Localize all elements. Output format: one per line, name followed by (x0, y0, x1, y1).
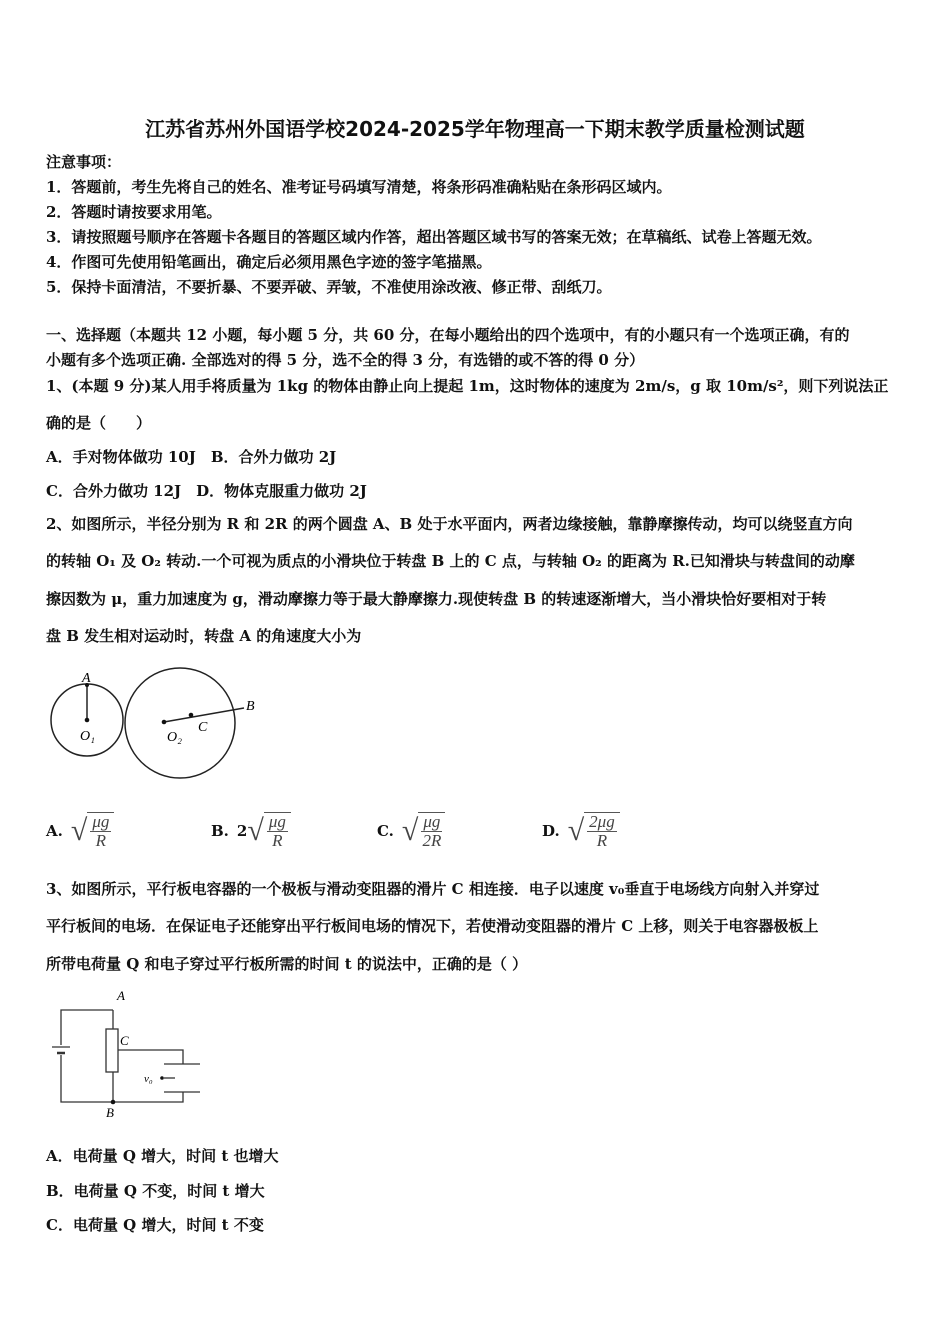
label-b: B (106, 1105, 114, 1120)
label-a: A (117, 988, 125, 1003)
q2-disc-figure (40, 660, 260, 780)
q3-option: C．电荷量 Q 增大，时间 t 不变 (46, 1216, 264, 1234)
label-v0: v₀ (144, 1073, 153, 1085)
page-title: 江苏省苏州外国语学校2024-2025学年物理高一下期末教学质量检测试题 (145, 117, 805, 141)
section-instructions: 一、选择题（本题共 12 小题，每小题 5 分，共 60 分，在每小题给出的四个选项中，有的小题只有一个选项正确，有的 (46, 326, 850, 344)
radical: √ $\frac{\mu g}{R}$ (71, 812, 115, 850)
q1-stem: 1、(本题 9 分)某人用手将质量为 1kg 的物体由静止向上提起 1m，这时物体的速度为 2m/s，g 取 10m/s²，则下列说法正 (46, 377, 889, 395)
q3-circuit-figure (40, 980, 240, 1120)
q2-stem: 的转轴 O₁ 及 O₂ 转动.一个可视为质点的小滑块位于转盘 B 上的 C 点，与转轴 O₂ 的距离为 R.已知滑块与转盘间的动摩 (46, 552, 855, 570)
section-instructions: 小题有多个选项正确. 全部选对的得 5 分，选不全的得 3 分，有选错的或不答的得 0 分） (46, 351, 645, 369)
q3-option: A．电荷量 Q 增大，时间 t 也增大 (46, 1147, 279, 1165)
q3-stem: 3、如图所示，平行板电容器的一个极板与滑动变阻器的滑片 C 相连接．电子以速度 v₀垂直于电场线方向射入并穿过 (46, 880, 820, 898)
label-b: B (246, 699, 255, 714)
radical: √ $\frac{2\mu g}{R}$ (568, 812, 620, 850)
note-item: 3．请按照题号顺序在答题卡各题目的答题区域内作答，超出答题区域书写的答案无效；在草稿纸、试卷上答题无效。 (46, 228, 822, 246)
q3-stem: 平行板间的电场．在保证电子还能穿出平行板间电场的情况下，若使滑动变阻器的滑片 C 上移，则关于电容器极板上 (46, 917, 819, 935)
q3-option: B．电荷量 Q 不变，时间 t 增大 (46, 1182, 265, 1200)
q2-stem: 2、如图所示，半径分别为 R 和 2R 的两个圆盘 A、B 处于水平面内，两者边缘接触，靠静摩擦传动，均可以绕竖直方向 (46, 515, 853, 533)
note-item: 4．作图可先使用铅笔画出，确定后必须用黑色字迹的签字笔描黑。 (46, 253, 492, 271)
notes-heading: 注意事项： (46, 153, 122, 171)
q2-stem: 盘 B 发生相对运动时，转盘 A 的角速度大小为 (46, 627, 362, 645)
radical: √ $\frac{\mu g}{2R}$ (402, 812, 446, 850)
q3-stem: 所带电荷量 Q 和电子穿过平行板所需的时间 t 的说法中，正确的是（ ） (46, 955, 528, 973)
label-o2: O₂ (167, 730, 182, 745)
q1-options: C．合外力做功 12J D．物体克服重力做功 2J (46, 482, 367, 500)
q2-option-a: A. √ $\frac{\mu g}{R}$ (46, 812, 114, 850)
q2-option-c: C. √ $\frac{\mu g}{2R}$ (377, 812, 445, 850)
note-item: 5．保持卡面清洁，不要折暴、不要弄破、弄皱，不准使用涂改液、修正带、刮纸刀。 (46, 278, 612, 296)
q2-stem: 擦因数为 μ，重力加速度为 g，滑动摩擦力等于最大静摩擦力.现使转盘 B 的转速逐渐增大，当小滑块恰好要相对于转 (46, 590, 827, 608)
label-c: C (120, 1033, 129, 1048)
label-a: A (82, 671, 91, 686)
note-item: 1．答题前，考生先将自己的姓名、准考证号码填写清楚，将条形码准确粘贴在条形码区域内。 (46, 178, 672, 196)
q1-options: A．手对物体做功 10J B．合外力做功 2J (46, 448, 337, 466)
q1-stem: 确的是（ ） (46, 414, 152, 432)
label-c: C (198, 720, 208, 735)
q2-option-d: D. √ $\frac{2\mu g}{R}$ (542, 812, 620, 850)
radical: √ $\frac{\mu g}{R}$ (247, 812, 291, 850)
label-o1: O₁ (80, 729, 95, 744)
note-item: 2．答题时请按要求用笔。 (46, 203, 222, 221)
q2-option-b: B. 2 √ $\frac{\mu g}{R}$ (211, 812, 291, 850)
